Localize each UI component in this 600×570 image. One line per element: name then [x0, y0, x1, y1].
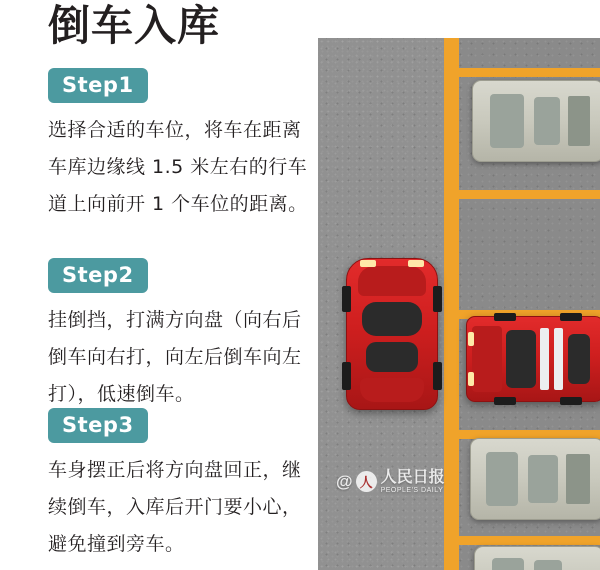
car-wheel-fl [342, 286, 351, 312]
step-text-2: 挂倒挡，打满方向盘（向右后倒车向右打，向左后倒车向左打），低速倒车。 [48, 309, 302, 405]
car-wheel-rr [560, 397, 582, 405]
parked-car-bottom [474, 546, 600, 570]
bay-divider-2 [459, 190, 600, 199]
car-roof-window [528, 455, 558, 503]
bay-divider-5 [459, 536, 600, 545]
car-rear [566, 454, 590, 504]
car-wheel-rl [342, 362, 351, 390]
car-wheel-rr [433, 362, 442, 390]
car-headlight-right [408, 260, 424, 267]
watermark-name-en: PEOPLE'S DAILY [380, 487, 444, 494]
car-rear [568, 96, 590, 146]
car-windshield [362, 302, 422, 336]
step-block-3 [48, 408, 310, 563]
bay-divider-1 [459, 68, 600, 77]
step-text-1: 选择合适的车位，将车在距离车库边缘线 1.5 米左右的行车道上向前开 1 个车位的距离。 [48, 119, 308, 215]
car-windshield [492, 558, 524, 570]
car-rear-window [568, 334, 590, 384]
parked-car-top [472, 80, 600, 162]
car-hood [472, 326, 502, 392]
driving-car-red [346, 258, 438, 410]
step-badge-2: Step2 [48, 258, 148, 293]
watermark-at-symbol: @ [336, 471, 353, 491]
parking-illustration [318, 38, 600, 570]
watermark-logo-icon: 人 [356, 471, 377, 492]
page-title: 倒车入库 [48, 1, 221, 50]
watermark-name-cn: 人民日报 [380, 467, 445, 486]
step-badge-3: Step3 [48, 408, 148, 443]
car-wheel-fr [494, 397, 516, 405]
car-hood [358, 266, 426, 296]
watermark [336, 469, 445, 494]
car-windshield [486, 452, 518, 506]
car-wheel-fr [433, 286, 442, 312]
car-wheel-rl [560, 313, 582, 321]
step-badge-1: Step1 [48, 68, 148, 103]
car-trunk [360, 378, 424, 402]
car-wheel-fl [494, 313, 516, 321]
car-stripe-1 [540, 328, 549, 390]
car-windshield [506, 330, 536, 388]
car-stripe-2 [554, 328, 563, 390]
car-roof-window [366, 342, 418, 372]
car-windshield [490, 94, 524, 148]
step-block-1 [48, 68, 310, 223]
car-roof-window [534, 560, 562, 570]
parked-car-red [466, 316, 600, 402]
car-roof-window [534, 97, 560, 145]
step-block-2 [48, 258, 310, 413]
car-headlight-right [468, 372, 474, 386]
car-headlight-left [360, 260, 376, 267]
parked-car-middle [470, 438, 600, 520]
lot-edge-line [444, 38, 459, 570]
watermark-text [381, 469, 445, 494]
step-text-3: 车身摆正后将方向盘回正，继续倒车，入库后开门要小心，避免撞到旁车。 [48, 459, 302, 555]
car-headlight-left [468, 332, 474, 346]
